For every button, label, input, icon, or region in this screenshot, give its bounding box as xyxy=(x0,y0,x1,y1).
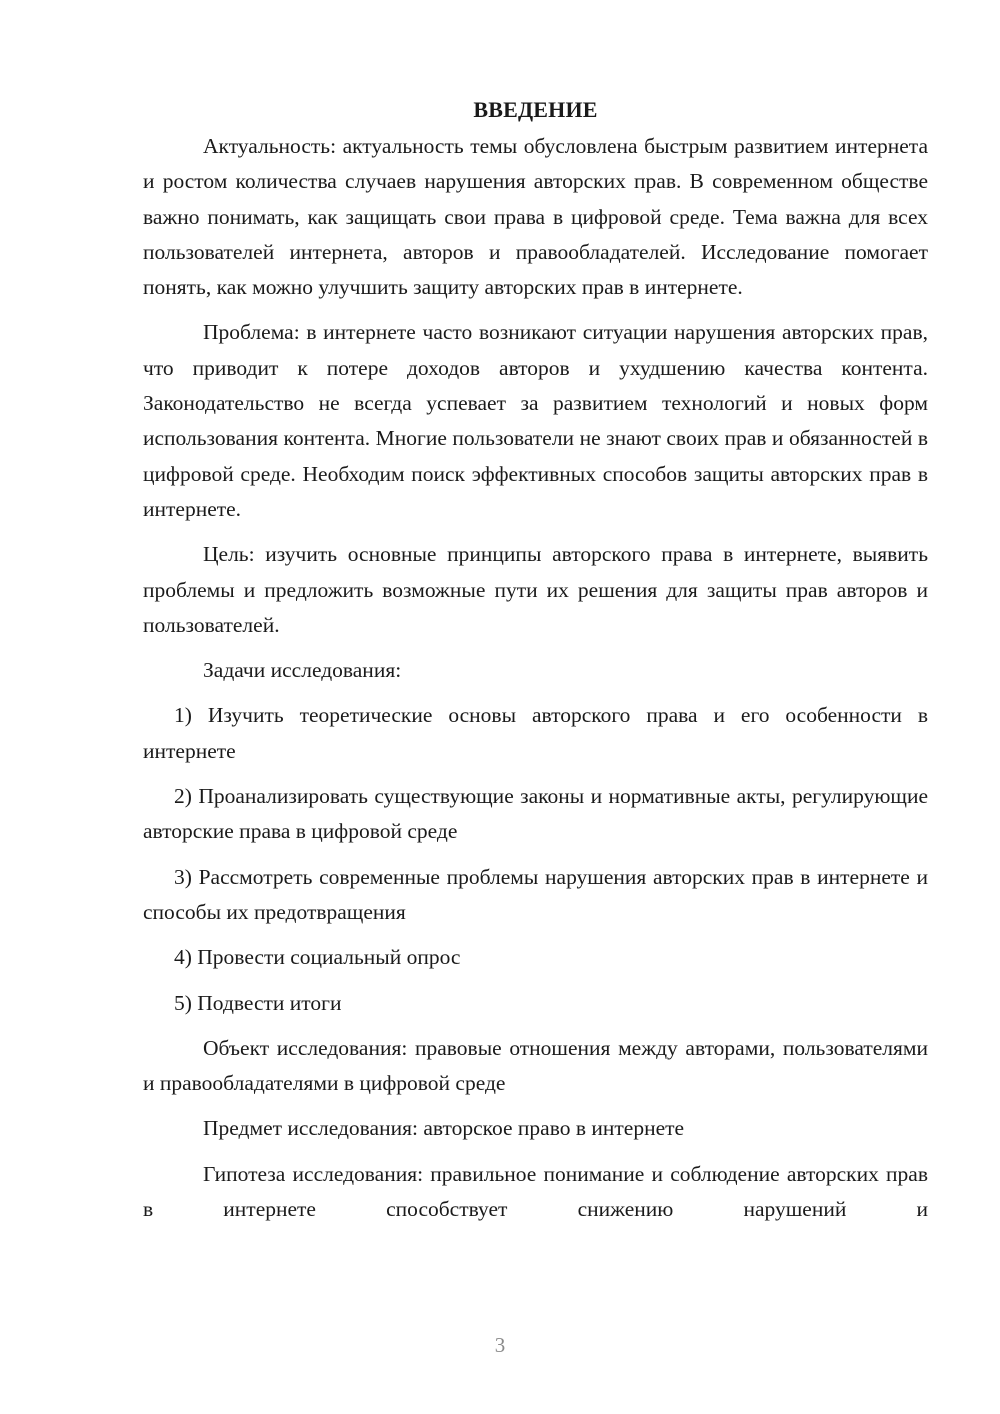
problem-paragraph: Проблема: в интернете часто возникают ситуации нарушения авторских прав, что приводит к потере доходов авторов и ухудшению качества контента. Законодательство не всегда успевает за развитием технологий и новых форм использования контента. Многие пользователи не знают своих прав и обязанностей в цифровой среде. Необходим поиск эффективных способов защиты авторских прав в интернете. xyxy=(143,320,928,521)
section-title: ВВЕДЕНИЕ xyxy=(473,97,598,122)
task-item-1: 1) Изучить теоретические основы авторского права и его особенности в интернете xyxy=(143,703,928,763)
goal-paragraph: Цель: изучить основные принципы авторского права в интернете, выявить проблемы и предложить возможные пути их решения для защиты прав авторов и пользователей. xyxy=(143,542,928,637)
task-item-2: 2) Проанализировать существующие законы и нормативные акты, регулирующие авторские права в цифровой среде xyxy=(143,784,928,844)
task-item-5: 5) Подвести итоги xyxy=(174,990,342,1015)
object-paragraph: Объект исследования: правовые отношения между авторами, пользователями и правообладателями в цифровой среде xyxy=(143,1035,928,1096)
task-item-4: 4) Провести социальный опрос xyxy=(174,945,461,970)
hypothesis-paragraph: Гипотеза исследования: правильное понимание и соблюдение авторских прав в интернете способствует снижению нарушений и xyxy=(143,1161,928,1222)
subject-paragraph: Предмет исследования: авторское право в интернете xyxy=(203,1116,685,1141)
tasks-heading: Задачи исследования: xyxy=(203,658,402,683)
page-number: 3 xyxy=(494,1333,506,1357)
task-item-3: 3) Рассмотреть современные проблемы нарушения авторских прав в интернете и способы их предотвращения xyxy=(143,864,928,924)
relevance-paragraph: Актуальность: актуальность темы обусловлена быстрым развитием интернета и ростом количества случаев нарушения авторских прав. В современном обществе важно понимать, как защищать свои права в цифровой среде. Тема важна для всех пользователей интернета, авторов и правообладателей. Исследование помогает понять, как можно улучшить защиту авторских прав в интернете. xyxy=(143,134,928,300)
document-page xyxy=(143,92,928,1237)
